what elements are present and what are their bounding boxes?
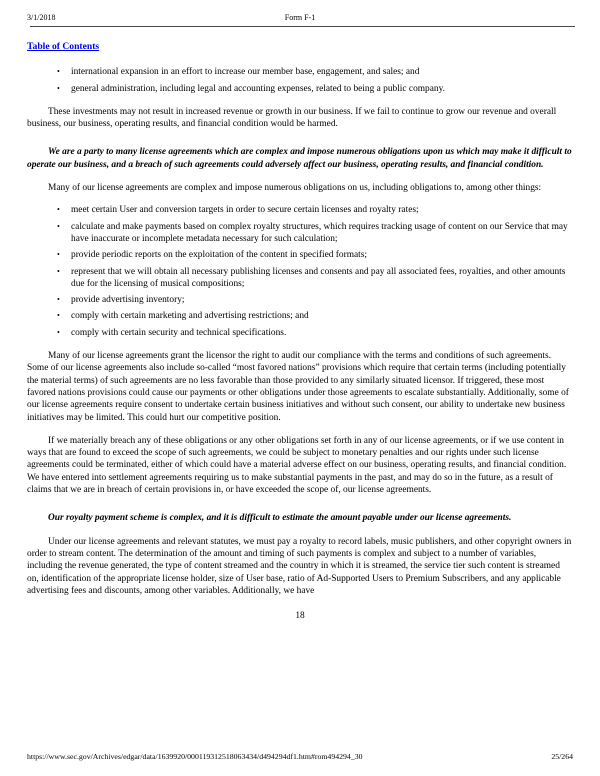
table-of-contents-link[interactable]: Table of Contents <box>27 41 100 52</box>
list-item <box>27 327 573 339</box>
bullet-marker: • <box>57 67 60 77</box>
header-date: 3/1/2018 <box>27 13 56 22</box>
paragraph-investments: These investments may not result in increased revenue or growth in our business. If we fail to continue to grow our revenue and overall business, our business, operating results, and financial condition would be harmed. <box>27 106 557 130</box>
list-item-text: general administration, including legal and accounting expenses, related to being a public company. <box>71 83 446 94</box>
list-item-text: provide advertising inventory; <box>71 295 185 306</box>
paragraph-many-obligations: Many of our license agreements are complex and impose numerous obligations on us, including obligations to, among other things: <box>48 183 542 194</box>
print-header <box>27 13 573 24</box>
list-item-text: meet certain User and conversion targets in order to secure certain licenses and royalty rates; <box>71 205 419 216</box>
bullet-marker: • <box>57 221 60 231</box>
list-item <box>27 83 573 95</box>
bullet-marker: • <box>57 295 60 305</box>
list-item-text: calculate and make payments based on complex royalty structures, which requires tracking usage of content on our Service that may have inaccurate or incomplete metadata necessary for such calculation; <box>71 221 568 244</box>
list-item <box>27 221 573 246</box>
bullet-marker: • <box>57 250 60 260</box>
page-number: 18 <box>295 611 305 622</box>
list-item <box>27 310 573 322</box>
list-item-text: comply with certain marketing and advertising restrictions; and <box>71 311 309 322</box>
footer-page-indicator: 25/264 <box>551 752 573 761</box>
list-item-text: represent that we will obtain all necessary publishing licenses and consents and pay all associated fees, royalties, and other amounts due for the licensing of musical compositions; <box>71 266 566 289</box>
list-item <box>27 249 573 261</box>
bullet-marker: • <box>57 205 60 215</box>
list-item <box>27 294 573 306</box>
list-item-text: comply with certain security and technical specifications. <box>71 327 287 338</box>
risk-heading-royalty-scheme: Our royalty payment scheme is complex, and it is difficult to estimate the amount payable under our license agreements. <box>48 513 512 524</box>
paragraph-royalty-variables: Under our license agreements and relevant statutes, we must pay a royalty to record labels, music publishers, and other copyright owners in order to stream content. The determination of the amount and timing of such payments is complex and subject to a number of variables, including the revenue generated, the type of content streamed and the country in which it is streamed, the service tier such content is streamed on, identification of the appropriate license holder, size of User base, ratio of Ad-Supported Users to Premium Subscribers, and any applicable advertising fees and discounts, among other variables. Additionally, we have <box>27 536 572 596</box>
paragraph-breach-consequences: If we materially breach any of these obligations or any other obligations set forth in any of our license agreements, or if we use content in ways that are found to exceed the scope of such agreements, we could be subject to monetary penalties and our rights under such license agreements could be terminated, either of which could have a material adverse effect on our business, operating results, and financial condition. We have entered into settlement agreements requiring us to make substantial payments in the past, and may do so in the future, as a result of claims that we are in breach of certain provisions in, or have exceeded the scope of, our license agreements. <box>27 435 567 496</box>
bullet-marker: • <box>57 266 60 276</box>
print-footer <box>27 752 573 761</box>
list-item <box>27 266 573 291</box>
footer-url: https://www.sec.gov/Archives/edgar/data/1639920/000119312518063434/d494294df1.htm#rom494294_30 <box>27 752 363 761</box>
document-content <box>27 41 573 622</box>
bullet-marker: • <box>57 311 60 321</box>
bullet-marker: • <box>57 83 60 93</box>
list-item <box>27 204 573 216</box>
bullet-marker: • <box>57 327 60 337</box>
paragraph-audit-provisions: Many of our license agreements grant the licensor the right to audit our compliance with the terms and conditions of such agreements. Some of our license agreements also include so-called “most favored nations” provisions which require that certain terms (including potentially the material terms) of such agreements are no less favorable than those provided to any similarly situated licensor. If triggered, these most favored nations provisions could cause our payments or other obligations under those agreements to escalate substantially. Additionally, some of our license agreements require consent to undertake certain business initiatives and without such consent, our ability to undertake new business initiatives may be limited. This could hurt our competitive position. <box>27 351 569 423</box>
risk-heading-license-agreements: We are a party to many license agreements which are complex and impose numerous obligations upon us which may make it difficult to operate our business, and a breach of such agreements could adversely affect our business, operating results, and financial condition. <box>27 147 572 170</box>
header-divider <box>30 26 575 27</box>
header-document-title: Form F-1 <box>284 13 316 22</box>
obligations-bullet-list <box>27 204 573 339</box>
list-item <box>27 66 573 78</box>
list-item-text: international expansion in an effort to increase our member base, engagement, and sales; and <box>71 67 420 78</box>
list-item-text: provide periodic reports on the exploitation of the content in specified formats; <box>71 250 368 261</box>
intro-bullet-list <box>27 66 573 95</box>
